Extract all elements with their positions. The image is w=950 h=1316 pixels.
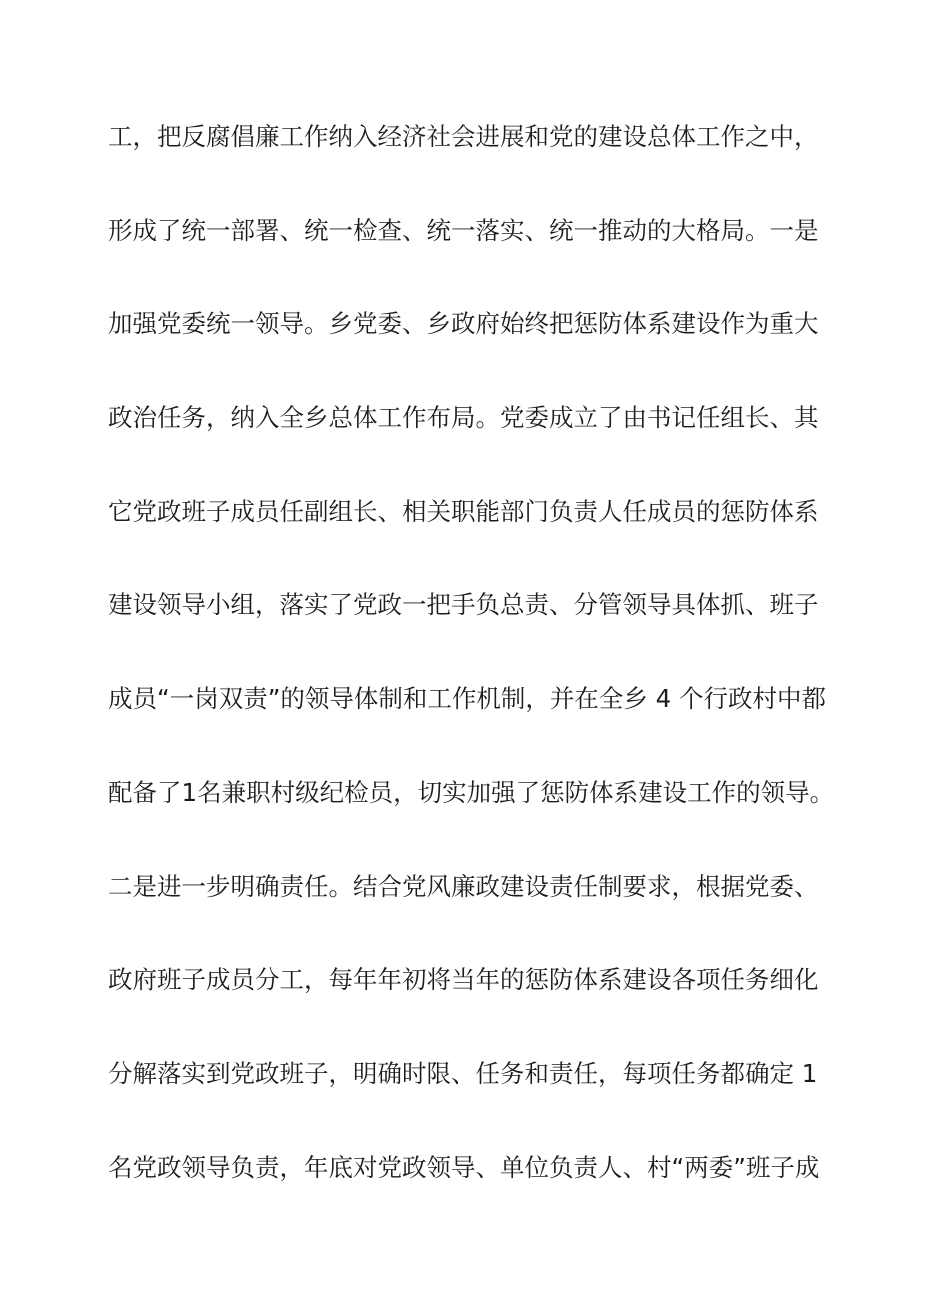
text-line: 形成了统一部署、统一检查、统一落实、统一推动的大格局。一是: [108, 215, 819, 245]
text-line: 二是进一步明确责任。结合党风廉政建设责任制要求，根据党委、: [108, 871, 819, 901]
body-text: [108, 111, 868, 1235]
text-line: 配备了1名兼职村级纪检员，切实加强了惩防体系建设工作的领导。: [108, 777, 835, 807]
text-line: 加强党委统一领导。乡党委、乡政府始终把惩防体系建设作为重大: [108, 309, 819, 339]
text-line: 工，把反腐倡廉工作纳入经济社会进展和党的建设总体工作之中，: [108, 122, 819, 151]
text-line: 建设领导小组，落实了党政一把手负总责、分管领导具体抓、班子: [108, 590, 819, 620]
text-line: 成员“一岗双责”的领导体制和工作机制，并在全乡 4 个行政村中都: [108, 684, 827, 714]
text-line: 它党政班子成员任副组长、相关职能部门负责人任成员的惩防体系: [108, 496, 819, 526]
text-line: 政治任务，纳入全乡总体工作布局。党委成立了由书记任组长、其: [108, 403, 819, 433]
text-line: 名党政领导负责，年底对党政领导、单位负责人、村“两委”班子成: [108, 1152, 820, 1182]
text-line: 分解落实到党政班子，明确时限、任务和责任，每项任务都确定 1: [108, 1058, 818, 1088]
text-line: 政府班子成员分工，每年年初将当年的惩防体系建设各项任务细化: [108, 965, 819, 995]
